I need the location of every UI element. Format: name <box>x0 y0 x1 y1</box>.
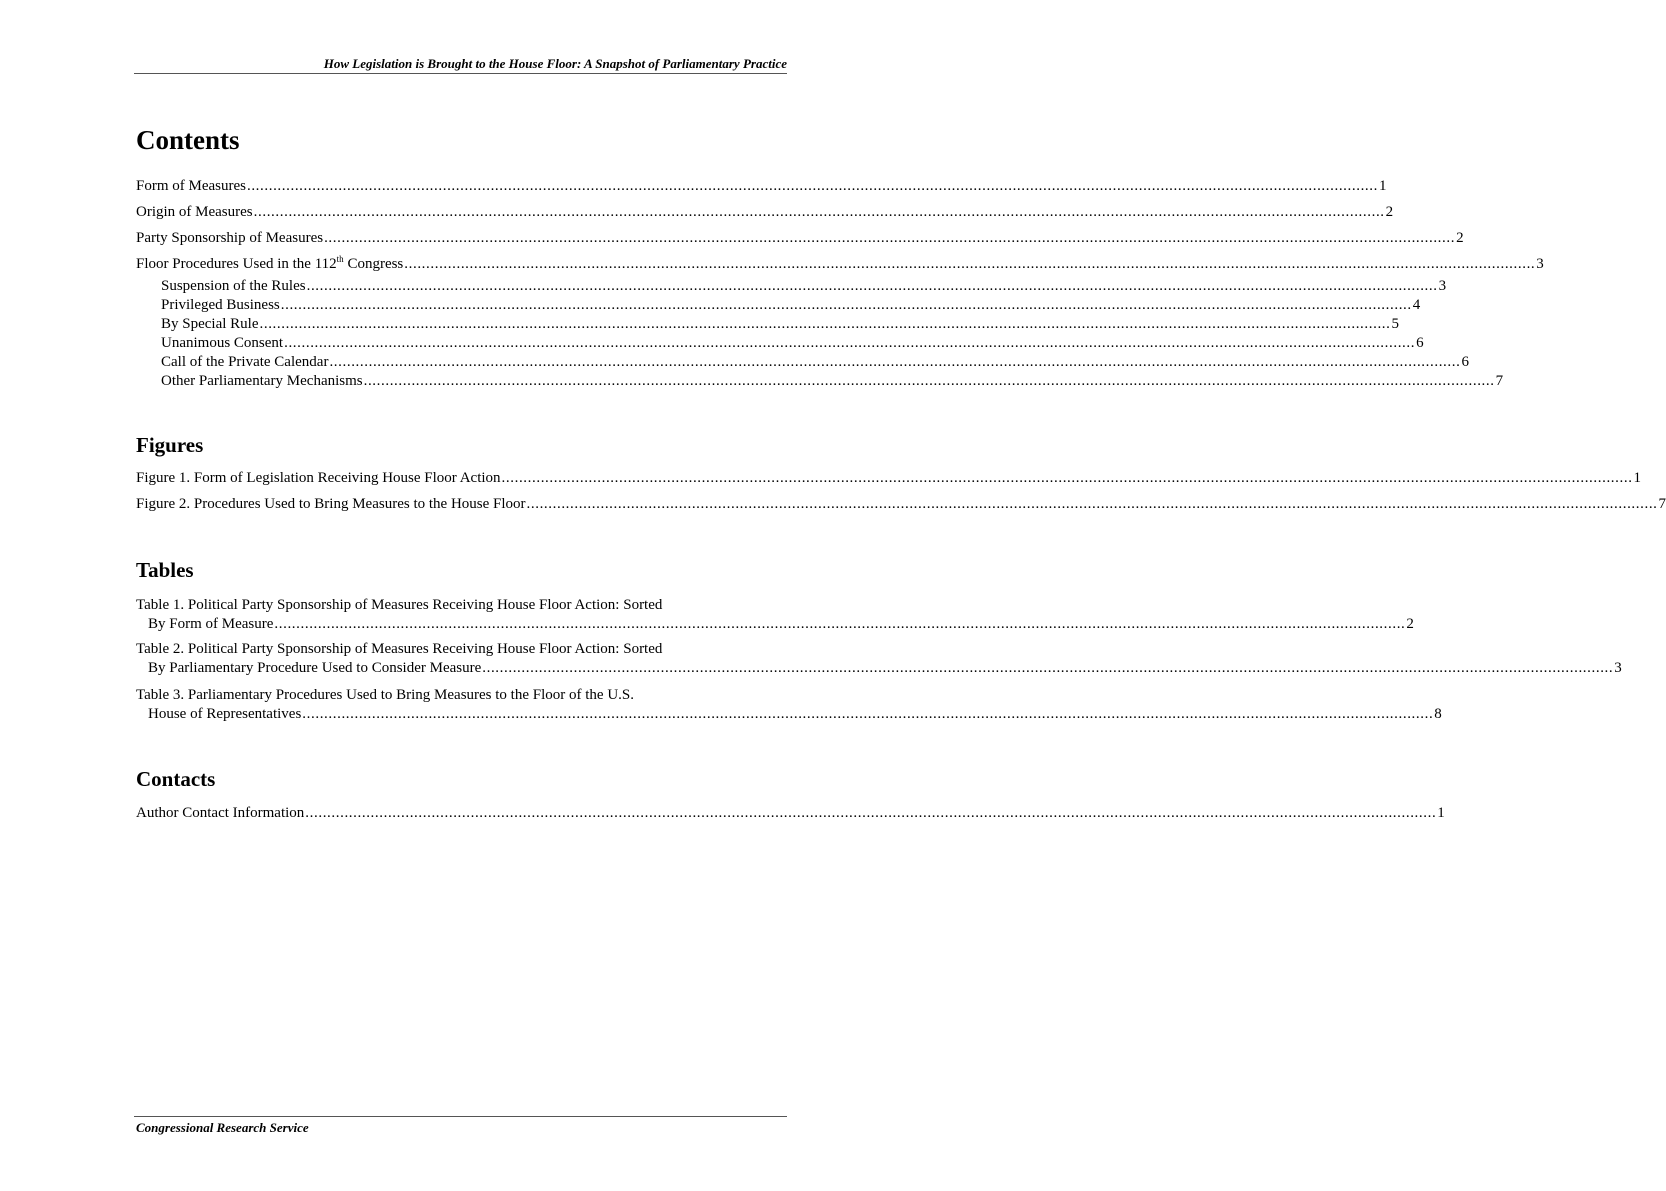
toc-subentry-privileged-business[interactable] <box>161 296 1421 315</box>
dot-leader: .................................................................................................................................................................................................................................................................... <box>482 660 1614 676</box>
toc-entry-text-main: Floor Procedures Used in the 112 <box>136 256 337 272</box>
toc-entry-table-1[interactable] <box>136 596 1414 634</box>
toc-page-number: 2 <box>1406 616 1414 632</box>
toc-entry-text: Figure 1. Form of Legislation Receiving House Floor Action <box>136 470 501 486</box>
toc-entry-text: Table 1. Political Party Sponsorship of Measures Receiving House Floor Action: Sorted <box>136 597 663 613</box>
toc-page-number: 3 <box>1614 660 1622 676</box>
dot-leader: .................................................................................................................................................................................................................................................................... <box>526 496 1658 512</box>
toc-page-number: 5 <box>1391 316 1399 332</box>
ordinal-superscript: th <box>336 254 344 264</box>
toc-entry-text: Other Parliamentary Mechanisms <box>161 373 363 389</box>
toc-entry-form-of-measures[interactable] <box>136 177 1387 196</box>
toc-entry-text-tail: Congress <box>343 256 404 272</box>
toc-page-number: 7 <box>1658 496 1666 512</box>
toc-entry-text-continued: By Parliamentary Procedure Used to Consider Measure <box>148 660 482 676</box>
toc-page-number: 7 <box>1495 373 1504 389</box>
toc-page-number: 2 <box>1385 204 1394 220</box>
dot-leader: .................................................................................................................................................................................................................................................................... <box>404 256 1536 272</box>
toc-page-number: 8 <box>1434 706 1442 722</box>
toc-entry-origin-of-measures[interactable] <box>136 203 1394 222</box>
toc-subentry-private-calendar[interactable] <box>161 353 1469 372</box>
toc-entry-party-sponsorship[interactable] <box>136 229 1464 248</box>
dot-leader: .................................................................................................................................................................................................................................................................... <box>246 178 1378 194</box>
dot-leader: .................................................................................................................................................................................................................................................................... <box>280 297 1412 313</box>
dot-leader: .................................................................................................................................................................................................................................................................... <box>253 204 1385 220</box>
toc-subentry-by-special-rule[interactable] <box>161 315 1399 334</box>
dot-leader: .................................................................................................................................................................................................................................................................... <box>324 230 1456 246</box>
dot-leader: .................................................................................................................................................................................................................................................................... <box>305 805 1437 821</box>
toc-entry-text: Privileged Business <box>161 297 280 313</box>
toc-entry-floor-procedures[interactable] <box>136 254 1544 274</box>
toc-entry-table-2[interactable] <box>136 640 1622 678</box>
contacts-heading: Contacts <box>136 767 216 791</box>
toc-entry-text: Figure 2. Procedures Used to Bring Measures to the House Floor <box>136 496 526 512</box>
toc-page-number: 4 <box>1412 297 1421 313</box>
toc-subentry-unanimous-consent[interactable] <box>161 334 1424 353</box>
dot-leader: .................................................................................................................................................................................................................................................................... <box>329 354 1461 370</box>
dot-leader: .................................................................................................................................................................................................................................................................... <box>284 335 1416 351</box>
footer-rule <box>134 1116 787 1117</box>
toc-entry-text: By Special Rule <box>161 316 259 332</box>
toc-page-number: 3 <box>1536 256 1544 272</box>
toc-entry-text: Table 2. Political Party Sponsorship of Measures Receiving House Floor Action: Sorted <box>136 641 663 657</box>
toc-page-number: 1 <box>1378 178 1387 194</box>
toc-entry-table-3[interactable] <box>136 686 1442 724</box>
toc-entry-text: Author Contact Information <box>136 805 305 821</box>
toc-entry-text: Call of the Private Calendar <box>161 354 329 370</box>
header-rule <box>134 73 787 74</box>
toc-entry-figure-1[interactable] <box>136 469 1642 488</box>
dot-leader: .................................................................................................................................................................................................................................................................... <box>259 316 1391 332</box>
toc-page-number: 1 <box>1633 470 1642 486</box>
toc-page-number: 1 <box>1437 805 1445 821</box>
dot-leader: .................................................................................................................................................................................................................................................................... <box>363 373 1495 389</box>
toc-entry-text-continued: House of Representatives <box>148 706 302 722</box>
toc-entry-text: Table 3. Parliamentary Procedures Used to Bring Measures to the Floor of the U.S. <box>136 687 635 703</box>
dot-leader: .................................................................................................................................................................................................................................................................... <box>501 470 1633 486</box>
toc-entry-text: Unanimous Consent <box>161 335 284 351</box>
toc-page-number: 3 <box>1438 278 1447 294</box>
toc-subentry-suspension-of-rules[interactable] <box>161 277 1447 296</box>
contents-heading: Contents <box>136 125 240 155</box>
running-header: How Legislation is Brought to the House Floor: A Snapshot of Parliamentary Practice <box>323 56 787 71</box>
toc-entry-text: Origin of Measures <box>136 204 253 220</box>
footer-organization: Congressional Research Service <box>136 1120 309 1135</box>
toc-entry-figure-2[interactable] <box>136 495 1666 514</box>
toc-entry-text-continued: By Form of Measure <box>148 616 274 632</box>
toc-page-number: 2 <box>1456 230 1464 246</box>
toc-subentry-other-mechanisms[interactable] <box>161 372 1504 391</box>
dot-leader: .................................................................................................................................................................................................................................................................... <box>306 278 1438 294</box>
figures-heading: Figures <box>136 433 204 457</box>
dot-leader: .................................................................................................................................................................................................................................................................... <box>274 616 1406 632</box>
toc-entry-text: Suspension of the Rules <box>161 278 306 294</box>
tables-heading: Tables <box>136 558 194 582</box>
toc-entry-text: Party Sponsorship of Measures <box>136 230 324 246</box>
toc-entry-text: Form of Measures <box>136 178 246 194</box>
toc-entry-author-contact[interactable] <box>136 804 1445 823</box>
toc-entry-text <box>136 255 403 274</box>
dot-leader: .................................................................................................................................................................................................................................................................... <box>302 706 1434 722</box>
toc-page-number: 6 <box>1416 335 1424 351</box>
toc-page-number: 6 <box>1461 354 1469 370</box>
